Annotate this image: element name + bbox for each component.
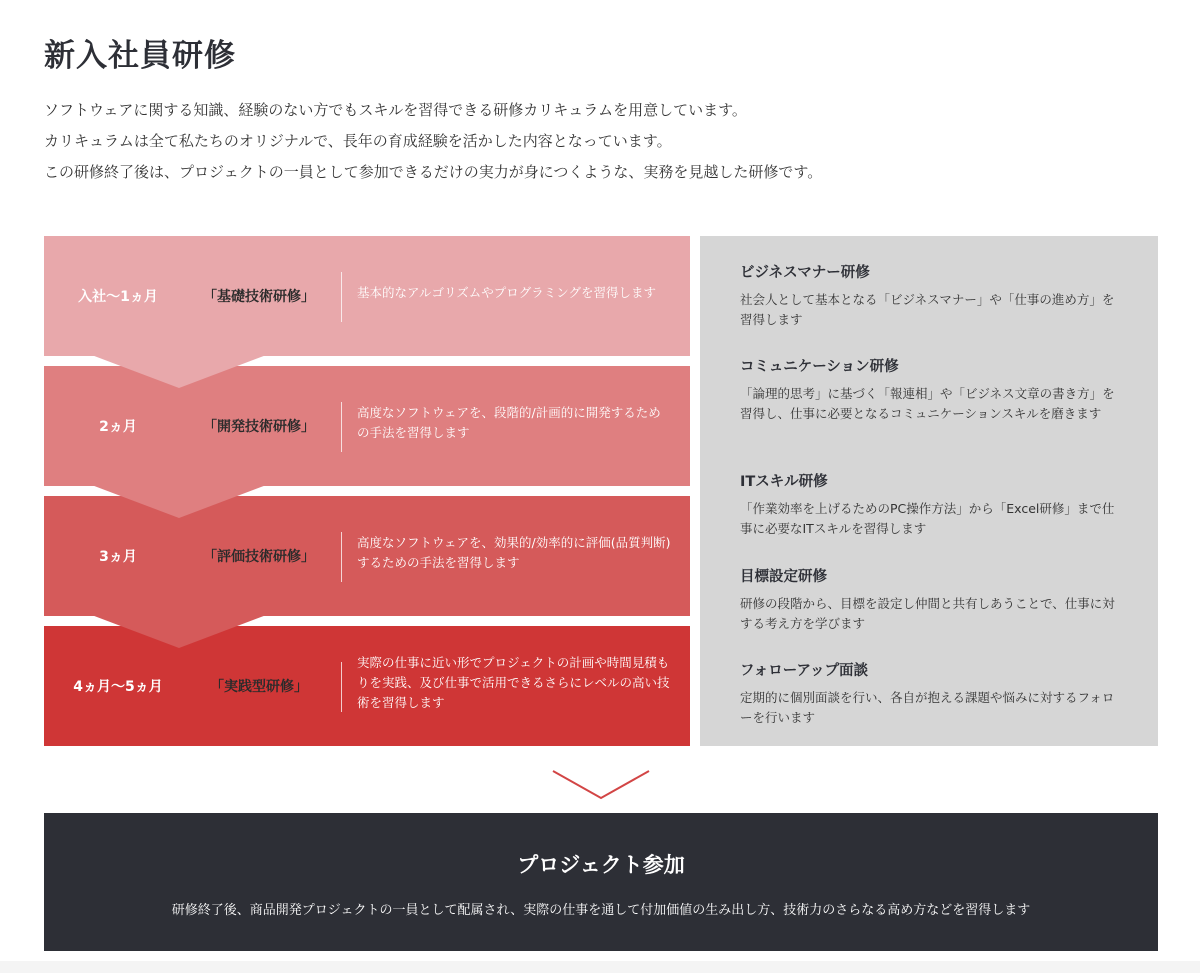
other-training-description: 研修の段階から、目標を設定し仲間と共有しあうことで、仕事に対する考え方を学びます (740, 596, 1115, 631)
other-training-title: ITスキル研修 (740, 474, 828, 490)
step-description: 実際の仕事に近い形でプロジェクトの計画や時間見積もりを実践、及び仕事で活用できるさらにレベルの高い技術を習得します (357, 655, 670, 710)
intro-line: この研修終了後は、プロジェクトの一員として参加できるだけの実力が身につくような、実務を見越した研修です。 (44, 163, 823, 181)
other-training-description: 「論理的思考」に基づく「報連相」や「ビジネス文章の書き方」を習得し、仕事に必要となるコミュニケーションスキルを磨きます (740, 386, 1115, 421)
other-training-description: 「作業効率を上げるためのPC操作方法」から「Excel研修」まで仕事に必要なITスキルを習得します (740, 501, 1115, 536)
footer-strip (0, 961, 1200, 973)
step-description: 高度なソフトウェアを、段階的/計画的に開発するための手法を習得します (357, 405, 661, 440)
step-description: 高度なソフトウェアを、効果的/効率的に評価(品質判断)するための手法を習得します (357, 535, 671, 570)
step-course: 「実践型研修」 (210, 679, 308, 695)
divider (341, 662, 342, 712)
project-description: 研修終了後、商品開発プロジェクトの一員として配属され、実際の仕事を通して付加価値の生み出し方、技術力のさらなる高め方などを習得します (171, 903, 1031, 918)
intro-line: カリキュラムは全て私たちのオリジナルで、長年の育成経験を活かした内容となっています。 (44, 132, 672, 150)
project-title: プロジェクト参加 (517, 853, 685, 877)
page-title: 新入社員研修 (44, 38, 236, 74)
step-period: 入社〜1ヵ月 (78, 289, 158, 305)
divider (341, 532, 342, 582)
other-training-item (740, 355, 1125, 424)
other-training-description: 定期的に個別面談を行い、各自が抱える課題や悩みに対するフォローを行います (740, 690, 1115, 725)
project-banner (44, 813, 1158, 951)
step-description: 基本的なアルゴリズムやプログラミングを習得します (357, 285, 657, 300)
training-step (44, 236, 690, 356)
other-training-description: 社会人として基本となる「ビジネスマナー」や「仕事の進め方」を習得します (740, 292, 1115, 327)
other-trainings-panel (700, 236, 1158, 746)
step-period: 2ヵ月 (99, 419, 137, 435)
other-training-item (740, 659, 1125, 728)
step-period: 3ヵ月 (99, 549, 137, 565)
intro-line: ソフトウェアに関する知識、経験のない方でもスキルを習得できる研修カリキュラムを用意しています。 (44, 101, 747, 119)
chevron-down-icon (552, 769, 650, 801)
down-arrow-shape (89, 354, 269, 388)
other-training-title: コミュニケーション研修 (740, 359, 899, 375)
other-training-item (740, 261, 1125, 330)
intro-text (44, 95, 1144, 188)
other-training-title: 目標設定研修 (740, 569, 827, 585)
down-arrow-shape (89, 484, 269, 518)
other-training-item (740, 565, 1125, 634)
divider (341, 272, 342, 322)
other-training-item (740, 470, 1125, 539)
step-course: 「評価技術研修」 (203, 549, 315, 565)
step-course: 「開発技術研修」 (203, 419, 315, 435)
divider (341, 402, 342, 452)
other-training-title: フォローアップ面談 (740, 663, 869, 679)
training-steps (44, 236, 690, 746)
down-arrow-shape (89, 614, 269, 648)
step-period: 4ヵ月〜5ヵ月 (73, 679, 163, 695)
step-course: 「基礎技術研修」 (203, 289, 315, 305)
other-training-title: ビジネスマナー研修 (740, 265, 870, 281)
